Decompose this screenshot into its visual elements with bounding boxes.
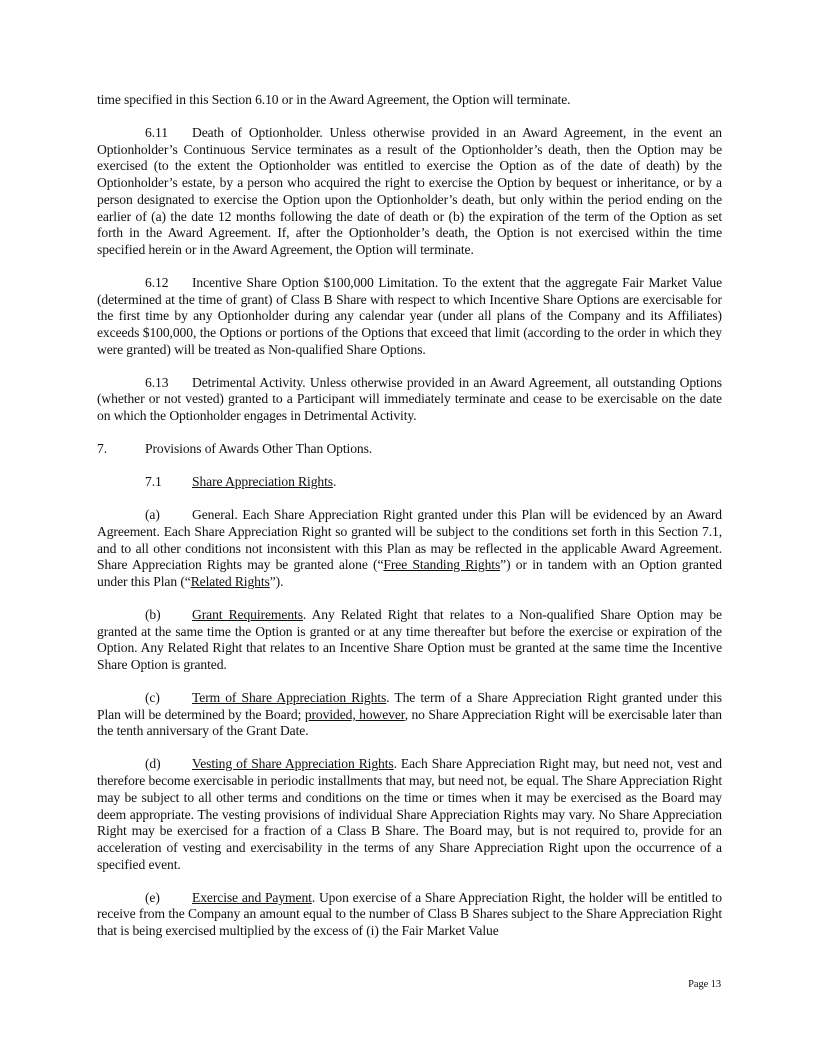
clause-heading: Vesting of Share Appreciation Rights bbox=[192, 756, 394, 772]
section-text: Death of Optionholder. Unless otherwise provided in an Award Agreement, in the event an Optionholder’s Continuous Service terminates as a result of the Optionholder’s death, then the Option may be exercised (to the extent the Optionholder was entitled to exercise the Option as of the date of death) by the Optionholder’s estate, by a person who acquired the right to exercise the Option by bequest or inheritance, or by a person designated to exercise the Option upon the Optionholder’s death, but only within the period ending on the earlier of (a) the date 12 months following the date of death or (b) the expiration of the term of the Option as set forth in the Award Agreement. If, after the Optionholder’s death, the Option is not exercised within the time specified herein or in the Award Agreement, the Option will terminate. bbox=[97, 125, 722, 257]
clause-d bbox=[97, 756, 722, 873]
clause-e bbox=[97, 890, 722, 940]
section-number: 7.1 bbox=[145, 474, 162, 490]
section-text: Detrimental Activity. Unless otherwise provided in an Award Agreement, all outstanding Options (whether or not vested) granted to a Participant will immediately terminate and cease to be exercisable on the date on which the Optionholder engages in Detrimental Activity. bbox=[97, 374, 722, 424]
section-number: 6.11 bbox=[145, 125, 168, 140]
section-number: 6.12 bbox=[145, 274, 169, 290]
clause-text: . The term of a Share Appreciation Right granted under this Plan will be determined by the Board; bbox=[97, 690, 723, 722]
clause-label: (a) bbox=[145, 507, 160, 523]
section-number: 6.13 bbox=[145, 374, 169, 390]
clause-label: (e) bbox=[145, 889, 160, 905]
clause-a bbox=[97, 507, 722, 591]
section-number: 7. bbox=[97, 441, 107, 457]
section-6-11 bbox=[97, 125, 722, 259]
section-7-heading bbox=[97, 441, 722, 458]
clause-text: . Any Related Right that relates to a Non-qualified Share Option may be granted at the same time the Option is granted or at any time thereafter but before the exercise or expiration of the Option. Any Related Right that relates to an Incentive Share Option must be granted at the same time the Incentive Share Option is granted. bbox=[97, 606, 722, 673]
clause-text: General. Each Share Appreciation Right granted under this Plan will be evidenced by an Award Agreement. Each Share Appreciation Right so granted will be subject to the conditions set forth in this Section 7.1, and to all other conditions not inconsistent with this Plan as may be reflected in the applicable Award Agreement. Share Appreciation Rights may be granted alone (“ bbox=[97, 507, 722, 573]
clause-text: , no Share Appreciation Right will be exercisable later than the tenth anniversary of the Grant Date. bbox=[97, 706, 723, 739]
page-number: Page 13 bbox=[688, 979, 721, 990]
section-6-12 bbox=[97, 275, 722, 359]
clause-heading: Exercise and Payment bbox=[192, 889, 312, 905]
clause-label: (c) bbox=[145, 690, 160, 706]
clause-heading: Grant Requirements bbox=[192, 606, 303, 622]
section-6-13 bbox=[97, 375, 722, 425]
clause-b bbox=[97, 607, 722, 674]
clause-text: ”). bbox=[269, 573, 284, 589]
clause-heading: Term of Share Appreciation Rights bbox=[192, 690, 387, 706]
clause-c bbox=[97, 690, 722, 740]
clause-label: (d) bbox=[145, 756, 161, 772]
clause-text: . Each Share Appreciation Right may, but need not, vest and therefore become exercisable in periodic installments that may, but need not, be equal. The Share Appreciation Right may be subject to all other terms and conditions on the time or times when it may be exercised as the Board may deem appropriate. The vesting provisions of individual Share Appreciation Rights may vary. No Share Appreciation Right may be exercised for a fraction of a Class B Share. The Board may, but is not required to, provide for an acceleration of vesting and exercisability in the terms of any Share Appreciation Right upon the occurrence of a specified event. bbox=[97, 756, 722, 872]
proviso: provided, however bbox=[304, 706, 405, 722]
section-title: Share Appreciation Rights bbox=[192, 474, 333, 490]
section-title: Provisions of Awards Other Than Options. bbox=[145, 441, 373, 457]
clause-label: (b) bbox=[145, 606, 161, 622]
section-7-1-heading bbox=[97, 474, 722, 491]
continuation-paragraph: time specified in this Section 6.10 or in the Award Agreement, the Option will terminate. bbox=[97, 92, 571, 107]
defined-term-related-rights: Related Rights bbox=[190, 573, 270, 589]
clause-text: ”) or in tandem with an Option granted under this Plan (“ bbox=[97, 557, 722, 589]
defined-term-free-standing: Free Standing Rights bbox=[383, 557, 501, 573]
section-text: Incentive Share Option $100,000 Limitation. To the extent that the aggregate Fair Market Value (determined at the time of grant) of Class B Share with respect to which Incentive Share Options are exercisable for the first time by any Optionholder during any calendar year (under all plans of the Company and its Affiliates) exceeds $100,000, the Options or portions of the Options that exceed that limit (according to the order in which they were granted) will be treated as Non-qualified Share Options. bbox=[97, 274, 722, 357]
clause-text: . Upon exercise of a Share Appreciation Right, the holder will be entitled to receive from the Company an amount equal to the number of Class B Shares subject to the Share Appreciation Right that is being exercised multiplied by the excess of (i) the Fair Market Value bbox=[97, 889, 722, 939]
section-title-period: . bbox=[332, 474, 337, 490]
